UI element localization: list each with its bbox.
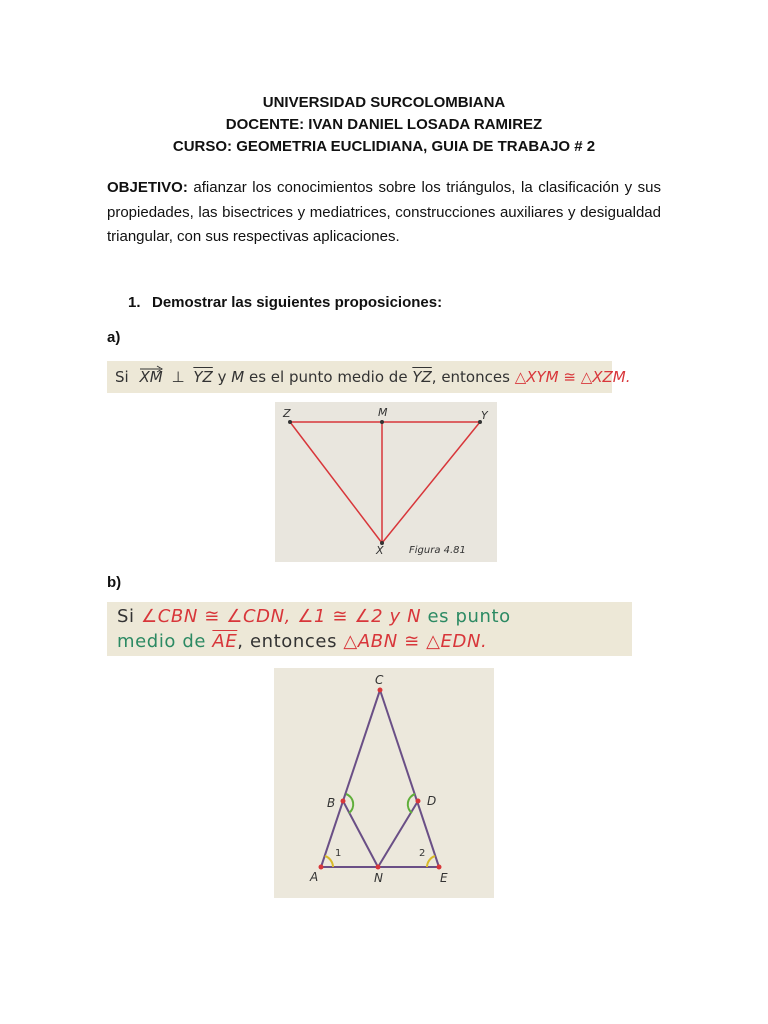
point-n [376,865,381,870]
stmt-a-mid: es el punto medio de [248,368,408,386]
label-c: C [375,673,384,687]
point-m [380,420,384,424]
stmt-b-medio: medio de [117,631,207,652]
point-b [341,799,346,804]
stmt-b-conclusion: △ABN ≅ △EDN. [343,631,488,652]
stmt-b-line2 [117,629,632,654]
course-line: CURSO: GEOMETRIA EUCLIDIANA, GUIA DE TRABAJO # 2 [172,138,596,155]
label-z: Z [283,407,291,420]
vector-arrow-icon [139,365,163,373]
stmt-b-n: N [407,606,422,627]
label-n: N [374,871,383,885]
stmt-a-perp: ⊥ [171,368,185,386]
stmt-b-line1 [117,604,632,629]
item-text: Demostrar las siguientes proposiciones: [152,294,443,311]
stmt-a-seg-xm: XM [139,361,162,393]
item-number: 1. [128,294,141,311]
label-y: Y [481,409,488,422]
figure-4-81 [275,402,497,562]
part-b-label: b) [107,574,122,591]
stmt-a-y: y [217,368,227,386]
figure-caption: Figura 4.81 [409,545,466,556]
figure-b [274,668,494,898]
stmt-a-m: M [231,368,245,386]
stmt-a-seg-yz: $\overline{YZ}$ [193,368,213,386]
label-e: E [440,871,448,885]
label-b: B [327,796,336,810]
label-d: D [427,794,437,808]
label-m: M [378,406,388,419]
stmt-b-seg-ae: $\overline{AE}$ [212,631,238,652]
teacher-line: DOCENTE: IVAN DANIEL LOSADA RAMIREZ [225,116,543,133]
stmt-a-conclusion: △XYM ≅ △XZM. [514,368,631,386]
stmt-b-si: Si [117,606,135,627]
objective-paragraph [107,176,661,250]
point-a [319,865,324,870]
part-b-statement [107,602,632,656]
part-a-label: a) [107,329,121,346]
university-title: UNIVERSIDAD SURCOLOMBIANA [262,94,506,111]
label-x: X [376,544,384,557]
label-angle-2: 2 [419,848,426,859]
stmt-a-ent: , entonces [431,368,510,386]
label-a: A [310,870,319,884]
part-a-statement [107,361,631,393]
stmt-b-ent: , entonces [237,631,338,652]
stmt-b-tail: es punto [427,606,511,627]
point-c [378,688,383,693]
label-angle-1: 1 [335,848,342,859]
objective-text: afianzar los conocimientos sobre los triángulos, la clasificación y sus propiedades, las bisectrices y mediatrices, construcciones auxiliares y desigualdad triangular, con sus respectivas aplicaciones. [107,179,661,245]
stmt-a-seg-yz-2: $\overline{YZ}$ [412,368,432,386]
objective-label: OBJETIVO: [107,179,188,196]
stmt-b-conditions: ∠CBN ≅ ∠CDN, ∠1 ≅ ∠2 y [140,606,401,627]
point-e [437,865,442,870]
point-z [288,420,292,424]
stmt-a-si: Si [115,368,129,386]
point-d [416,799,421,804]
